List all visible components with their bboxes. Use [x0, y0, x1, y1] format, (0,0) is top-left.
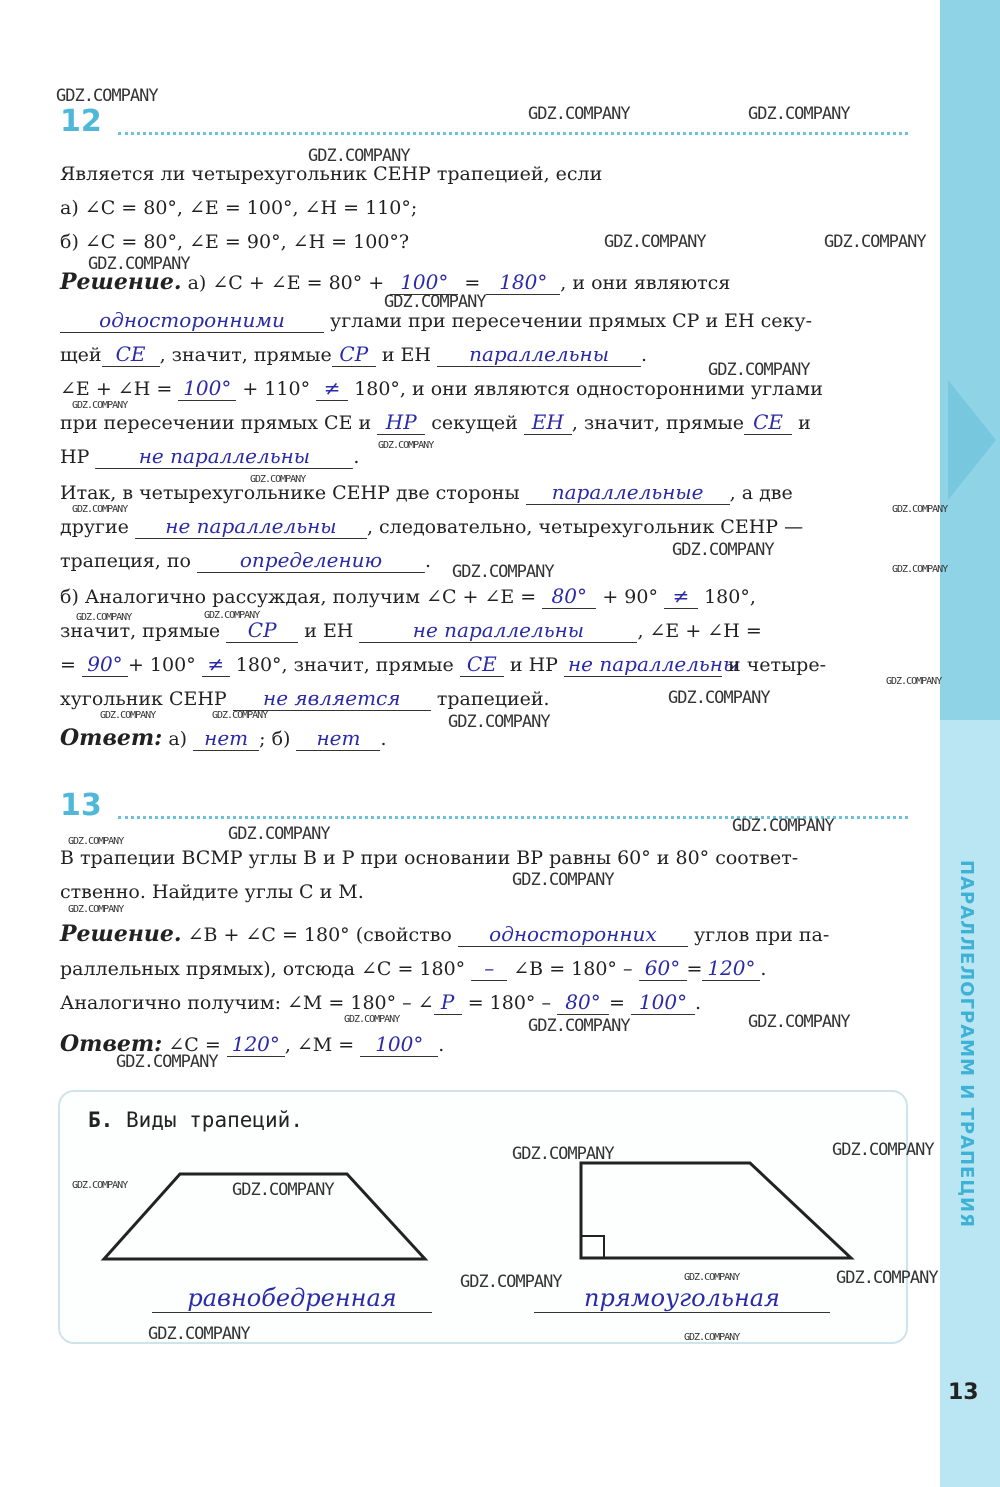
task12-question-2: а) ∠C = 80°, ∠E = 100°, ∠H = 110°; — [60, 197, 418, 219]
answer-blank: не является — [233, 686, 431, 711]
watermark: GDZ.COMPANY — [448, 712, 550, 732]
task12-line-13: хугольник CEHP не является трапецией. — [60, 686, 550, 710]
task12-question-3: б) ∠C = 80°, ∠E = 90°, ∠H = 100°? — [60, 231, 410, 253]
task12-answer: Ответ: а) нет ; б) нет . — [60, 725, 387, 751]
answer-blank: ≠ — [316, 376, 348, 401]
task12-line-1: Решение. а) ∠C + ∠E = 80° + 100° = 180° , и они являются — [60, 269, 731, 295]
answer-blank: 100° — [360, 1032, 438, 1057]
watermark: GDZ.COMPANY — [528, 1016, 630, 1036]
watermark: GDZ.COMPANY — [250, 474, 306, 485]
watermark: GDZ.COMPANY — [824, 232, 926, 252]
watermark: GDZ.COMPANY — [668, 688, 770, 708]
watermark: GDZ.COMPANY — [892, 564, 948, 575]
box-title: Б. Виды трапеций. — [88, 1108, 303, 1132]
right-angle-mark — [581, 1236, 604, 1258]
right-trapezoid — [581, 1163, 851, 1258]
answer-blank: ≠ — [202, 652, 230, 677]
task12-line-2: односторонними углами при пересечении прямых CP и EH секу- — [60, 308, 812, 333]
answer-blank: HP — [377, 410, 425, 435]
answer-blank: CE — [102, 342, 160, 367]
answer-blank: не параллельны — [564, 652, 722, 677]
answer-blank: 90° — [82, 652, 128, 677]
task-number-12: 12 — [60, 104, 102, 139]
answer-blank: односторонними — [60, 308, 324, 333]
watermark: GDZ.COMPANY — [88, 254, 190, 274]
answer-blank: CE — [460, 652, 504, 677]
watermark: GDZ.COMPANY — [308, 146, 410, 166]
answer-blank: P — [434, 990, 462, 1015]
watermark: GDZ.COMPANY — [72, 504, 128, 515]
answer-blank: определению — [197, 548, 425, 573]
answer-blank: 80° — [542, 584, 596, 609]
watermark: GDZ.COMPANY — [68, 836, 124, 847]
answer-blank: – — [471, 956, 507, 981]
answer-blank: CP — [332, 342, 376, 367]
answer-blank: не параллельны — [95, 444, 353, 469]
watermark: GDZ.COMPANY — [56, 86, 158, 106]
task-number-13: 13 — [60, 788, 102, 823]
watermark: GDZ.COMPANY — [708, 360, 810, 380]
task13-question-1: В трапеции BCMP углы B и P при основании BP равны 60° и 80° соответ- — [60, 847, 799, 869]
task12-question-1: Является ли четырехугольник CEHP трапецией, если — [60, 163, 603, 185]
answer-blank: EH — [524, 410, 572, 435]
task13-line-3: Аналогично получим: ∠M = 180° – ∠ P = 180° – 80° = 100° . — [60, 990, 702, 1014]
task12-line-3: щей CE , значит, прямые CP и EH параллельны . — [60, 342, 648, 366]
answer-blank: нет — [193, 726, 259, 751]
answer-blank: не параллельны — [359, 618, 637, 643]
watermark: GDZ.COMPANY — [76, 612, 132, 623]
task12-line-9: трапеция, по определению . — [60, 548, 432, 572]
watermark: GDZ.COMPANY — [604, 232, 706, 252]
chapter-title: ПАРАЛЛЕЛОГРАММ И ТРАПЕЦИЯ — [956, 860, 977, 1228]
caption-right: прямоугольная — [534, 1284, 830, 1313]
task13-line-1: Решение. ∠B + ∠C = 180° (свойство односторонних углов при па- — [60, 921, 830, 947]
watermark: GDZ.COMPANY — [72, 400, 128, 411]
task12-line-8: другие не параллельны , следовательно, четырехугольник CEHP — — [60, 514, 804, 538]
answer-blank: односторонних — [458, 922, 688, 947]
watermark: GDZ.COMPANY — [684, 1272, 740, 1283]
watermark: GDZ.COMPANY — [68, 904, 124, 915]
task12-line-4: ∠E + ∠H = 100° + 110° ≠ 180°, и они являются односторонними углами — [60, 376, 823, 400]
caption-isosceles: равнобедренная — [152, 1284, 432, 1313]
watermark: GDZ.COMPANY — [72, 1180, 128, 1191]
watermark: GDZ.COMPANY — [204, 610, 260, 621]
answer-blank: не параллельны — [135, 514, 367, 539]
answer-label: Ответ: — [60, 1031, 163, 1057]
answer-blank: 80° — [557, 990, 609, 1015]
watermark: GDZ.COMPANY — [512, 870, 614, 890]
watermark: GDZ.COMPANY — [148, 1324, 250, 1344]
watermark: GDZ.COMPANY — [116, 1052, 218, 1072]
watermark: GDZ.COMPANY — [228, 824, 330, 844]
watermark: GDZ.COMPANY — [886, 676, 942, 687]
watermark: GDZ.COMPANY — [732, 816, 834, 836]
task12-line-10: б) Аналогично рассуждая, получим ∠C + ∠E = 80° + 90° ≠ 180°, — [60, 584, 756, 608]
watermark: GDZ.COMPANY — [836, 1268, 938, 1288]
watermark: GDZ.COMPANY — [378, 440, 434, 451]
answer-blank: 180° — [486, 270, 560, 295]
answer-blank: ≠ — [664, 584, 698, 609]
answer-blank: 100° — [631, 990, 695, 1015]
page-number: 13 — [948, 1380, 979, 1405]
answer-blank: нет — [296, 726, 380, 751]
watermark: GDZ.COMPANY — [748, 1012, 850, 1032]
watermark: GDZ.COMPANY — [232, 1180, 334, 1200]
task12-line-6: HP не параллельны . — [60, 444, 360, 468]
answer-blank: параллельны — [437, 342, 641, 367]
task13-answer: Ответ: ∠C = 120° , ∠M = 100° . — [60, 1031, 445, 1057]
task12-line-12: = 90° + 100° ≠ 180°, значит, прямые CE и HP не параллельны и четыре- — [60, 652, 826, 676]
answer-blank: параллельные — [526, 480, 730, 505]
watermark: GDZ.COMPANY — [684, 1332, 740, 1343]
watermark: GDZ.COMPANY — [672, 540, 774, 560]
watermark: GDZ.COMPANY — [512, 1144, 614, 1164]
answer-blank: 120° — [702, 956, 760, 981]
answer-blank: CP — [226, 618, 298, 643]
watermark: GDZ.COMPANY — [452, 562, 554, 582]
watermark: GDZ.COMPANY — [212, 710, 268, 721]
watermark: GDZ.COMPANY — [832, 1140, 934, 1160]
watermark: GDZ.COMPANY — [344, 1014, 400, 1025]
task13-line-2: раллельных прямых), отсюда ∠C = 180° – ∠B = 180° – 60° = 120° . — [60, 956, 767, 980]
solution-label: Решение. — [60, 921, 182, 947]
task12-line-11: значит, прямые CP и EH не параллельны , ∠E + ∠H = — [60, 618, 762, 642]
task12-line-7: Итак, в четырехугольнике CEHP две стороны параллельные , а две — [60, 480, 793, 504]
watermark: GDZ.COMPANY — [384, 292, 486, 312]
answer-label: Ответ: — [60, 725, 163, 751]
answer-blank: 100° — [390, 270, 458, 295]
watermark: GDZ.COMPANY — [100, 710, 156, 721]
answer-blank: 120° — [227, 1032, 285, 1057]
task12-line-5: при пересечении прямых CE и HP секущей EH , значит, прямые CE и — [60, 410, 811, 434]
watermark: GDZ.COMPANY — [528, 104, 630, 124]
answer-blank: 100° — [178, 376, 236, 401]
solution-label: Решение. — [60, 269, 182, 295]
watermark: GDZ.COMPANY — [460, 1272, 562, 1292]
watermark: GDZ.COMPANY — [892, 504, 948, 515]
answer-blank: 60° — [639, 956, 687, 981]
task13-question-2: ственно. Найдите углы C и M. — [60, 881, 364, 903]
watermark: GDZ.COMPANY — [748, 104, 850, 124]
answer-blank: CE — [744, 410, 792, 435]
